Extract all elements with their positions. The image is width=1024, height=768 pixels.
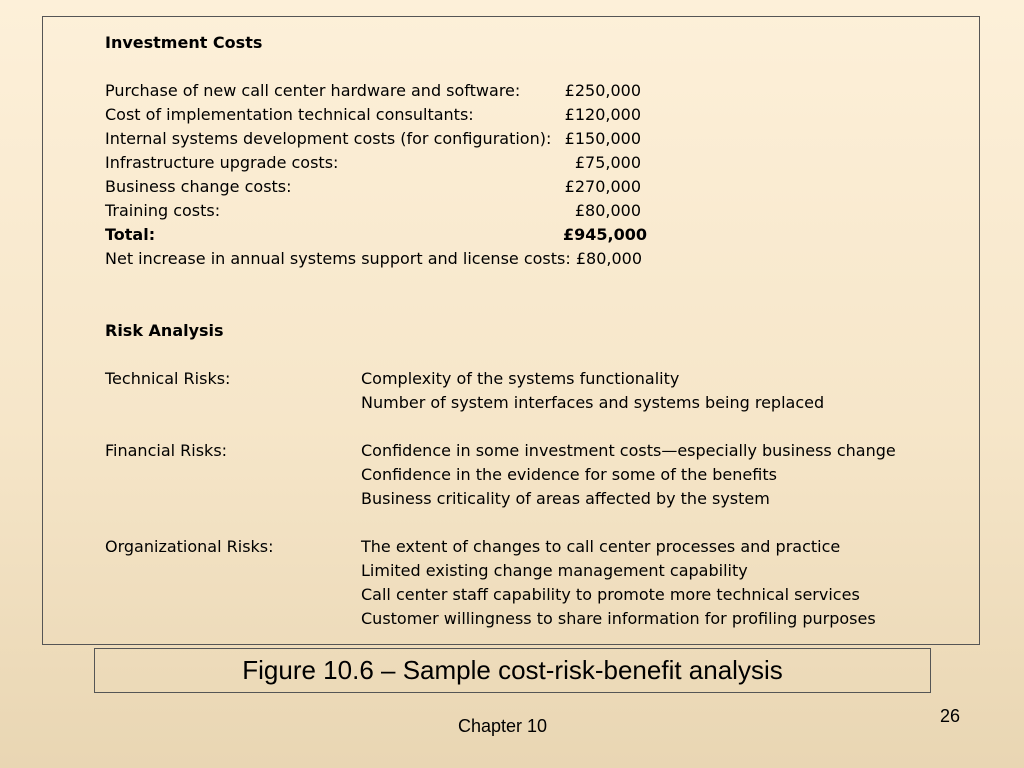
cost-row	[105, 103, 896, 127]
cost-label: Purchase of new call center hardware and software:	[105, 81, 521, 100]
risk-item: Limited existing change management capability	[361, 561, 748, 580]
slide-footer: Chapter 10	[458, 716, 548, 736]
cost-value: £75,000	[574, 153, 641, 172]
risk-item: Number of system interfaces and systems being replaced	[361, 393, 825, 412]
organizational-risks	[105, 535, 896, 631]
cost-label: Training costs:	[105, 201, 221, 220]
cost-value: £250,000	[564, 81, 641, 100]
risk-item: Confidence in the evidence for some of the benefits	[361, 465, 777, 484]
risk-item: Confidence in some investment costs—especially business change	[361, 441, 896, 460]
figure-caption: Figure 10.6 – Sample cost-risk-benefit analysis	[94, 648, 931, 693]
risk-item: The extent of changes to call center processes and practice	[361, 537, 841, 556]
cost-row	[105, 175, 896, 199]
net-increase-row: Net increase in annual systems support and license costs: £80,000	[105, 249, 643, 268]
cost-label: Cost of implementation technical consultants:	[105, 105, 474, 124]
risk-category-label: Organizational Risks:	[105, 537, 274, 556]
total-value: £945,000	[563, 225, 648, 244]
cost-row	[105, 127, 896, 151]
risk-heading: Risk Analysis	[105, 321, 224, 340]
cost-value: £150,000	[564, 129, 641, 148]
total-row	[105, 223, 896, 247]
risk-category-label: Financial Risks:	[105, 441, 228, 460]
cost-value: £80,000	[574, 201, 641, 220]
cost-label: Internal systems development costs (for configuration):	[105, 129, 552, 148]
cost-row	[105, 79, 896, 103]
risk-item: Complexity of the systems functionality	[361, 369, 680, 388]
document-body	[105, 31, 896, 631]
cost-value: £270,000	[564, 177, 641, 196]
cost-label: Infrastructure upgrade costs:	[105, 153, 339, 172]
cost-row	[105, 151, 896, 175]
risk-item: Customer willingness to share information for profiling purposes	[361, 609, 876, 628]
cost-row	[105, 199, 896, 223]
technical-risks	[105, 367, 896, 415]
risk-category-label: Technical Risks:	[105, 369, 231, 388]
page-number: 26	[940, 706, 961, 726]
figure-frame	[42, 16, 980, 645]
cost-label: Business change costs:	[105, 177, 292, 196]
financial-risks	[105, 439, 896, 511]
risk-item: Business criticality of areas affected by the system	[361, 489, 770, 508]
investment-heading: Investment Costs	[105, 33, 263, 52]
cost-value: £120,000	[564, 105, 641, 124]
risk-item: Call center staff capability to promote more technical services	[361, 585, 860, 604]
total-label: Total:	[105, 225, 156, 244]
